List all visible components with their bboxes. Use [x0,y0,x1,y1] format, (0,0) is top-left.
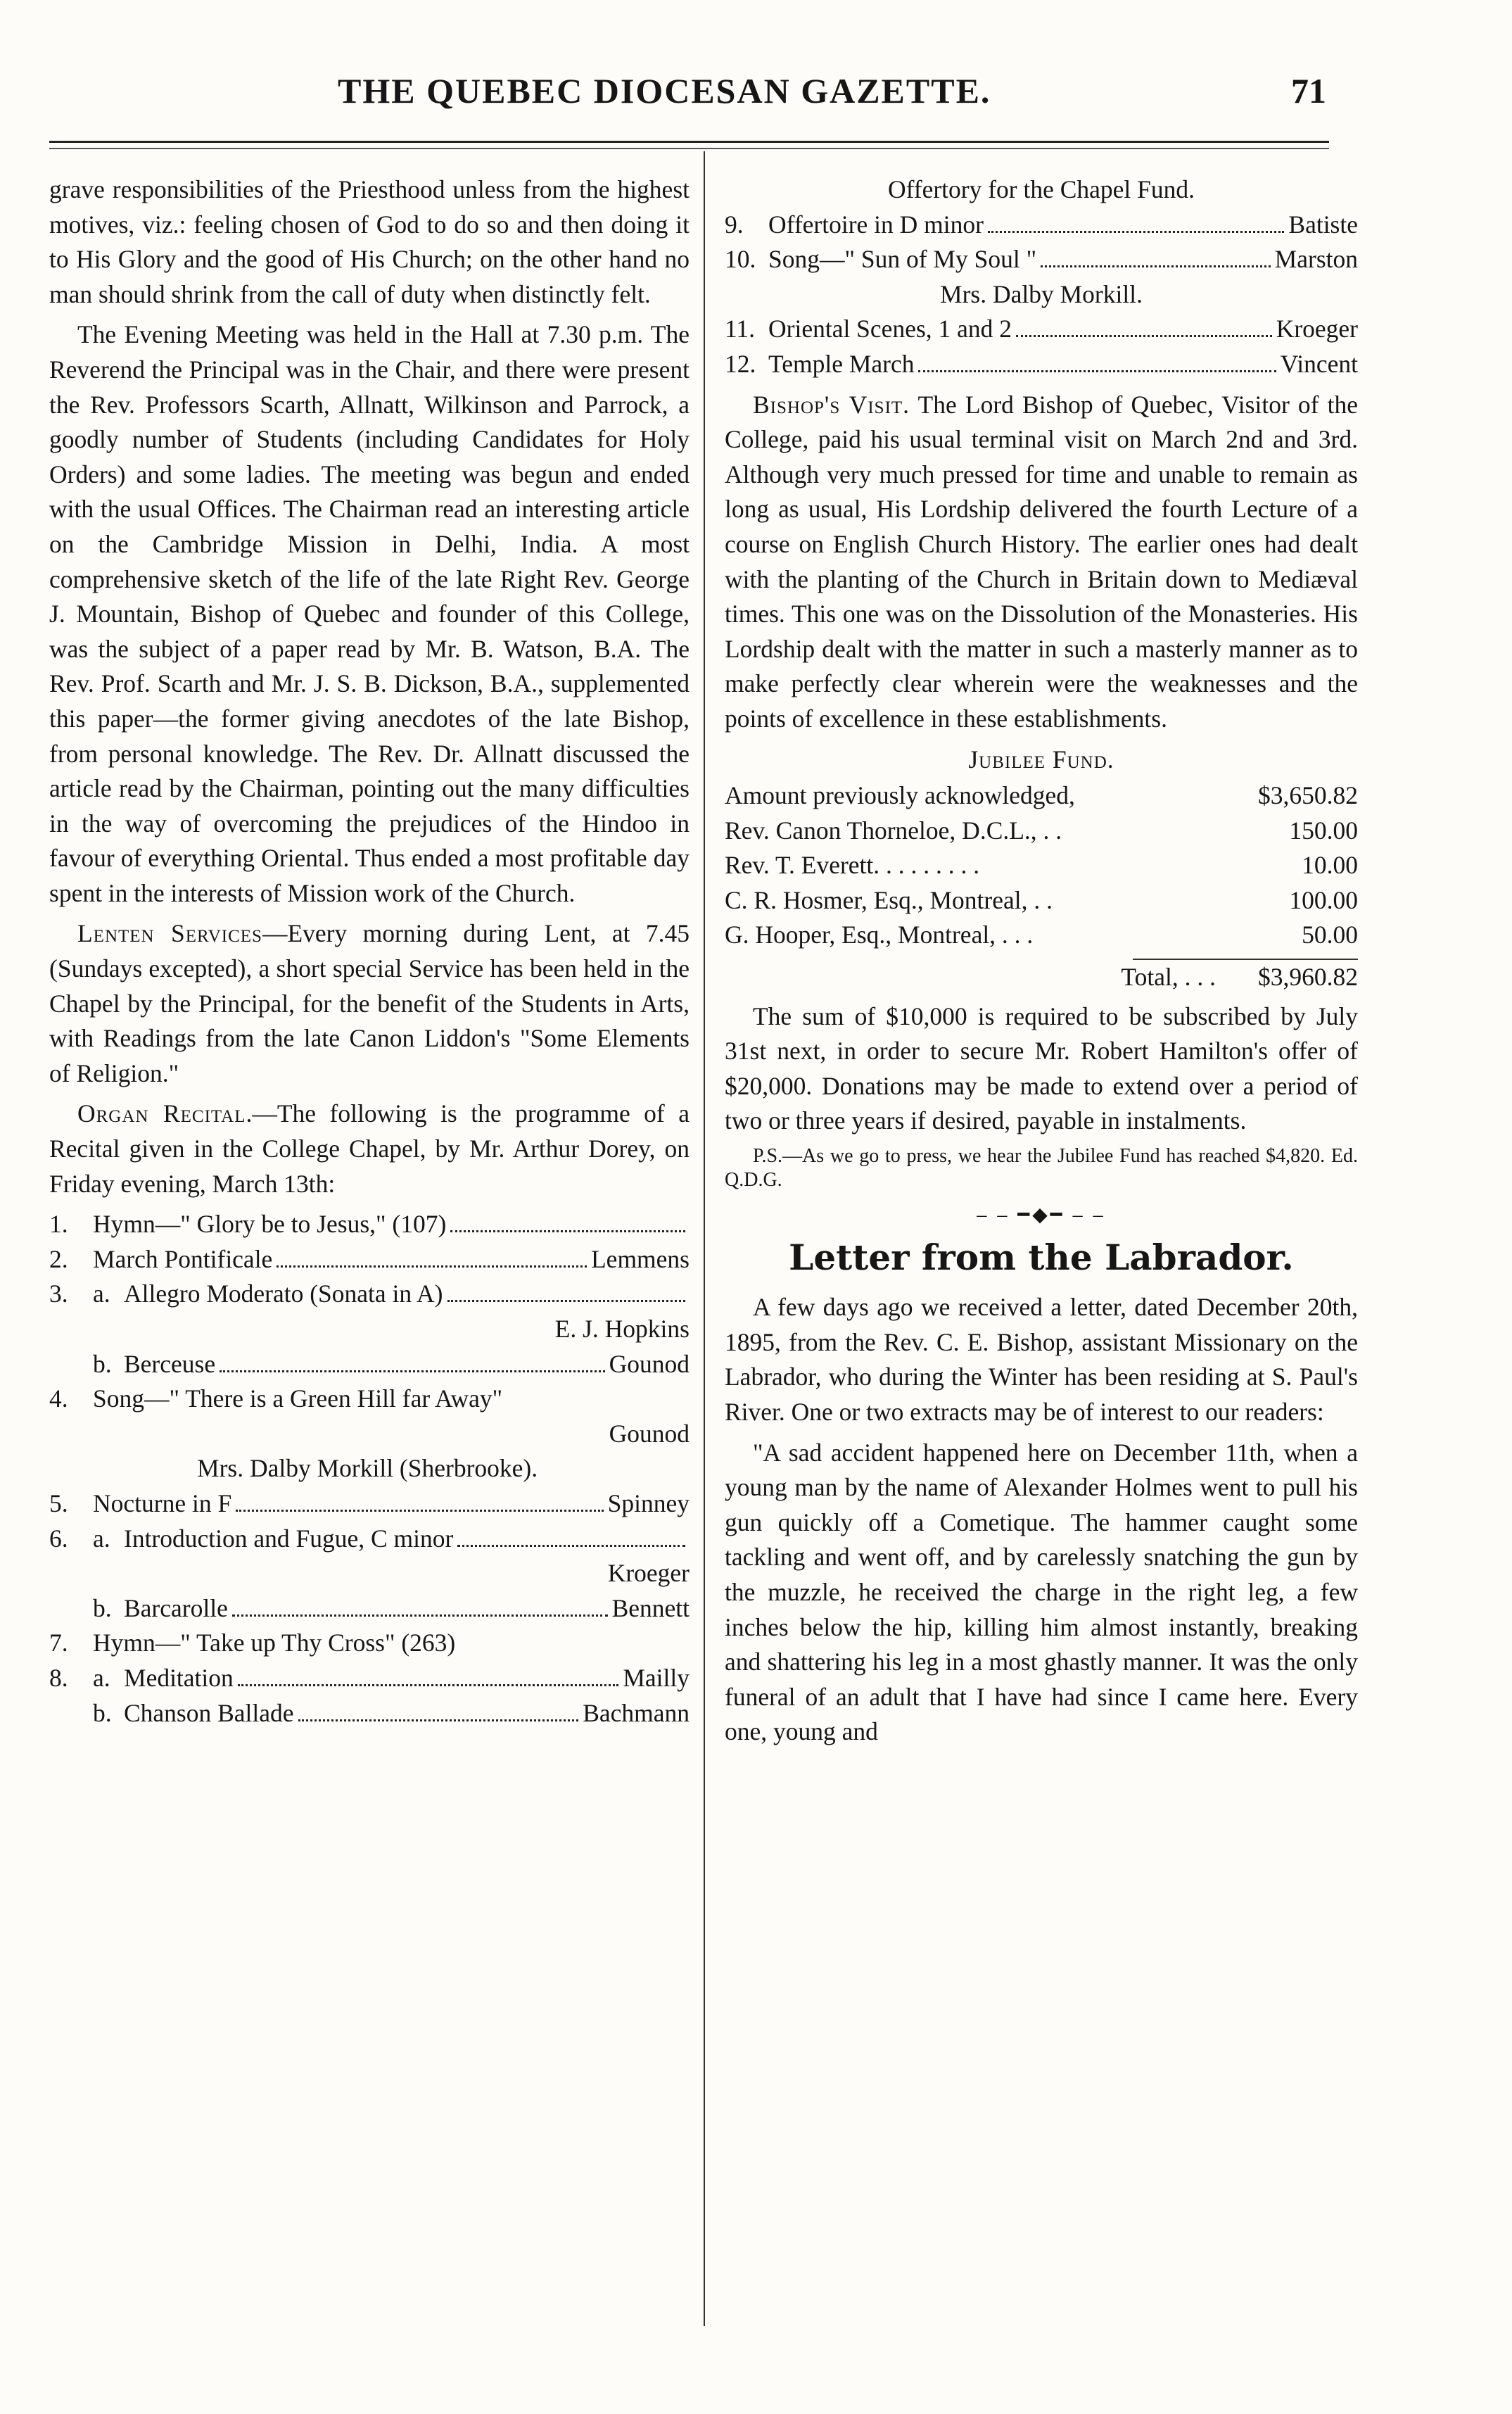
dot-leader [277,1265,587,1268]
dot-leader [988,231,1284,233]
organ-recital-body: .—The following is the programme of a Recital given in the College Chapel, by Mr. Arthur Dorey, on Friday evening, March 13th: [49,1099,690,1198]
dot-leader [298,1719,579,1721]
programme-item [725,312,1358,347]
programme-item [49,1696,690,1731]
item-title: Meditation [124,1663,234,1692]
item-performer: Mrs. Dalby Morkill. [940,279,1143,308]
programme-item [725,242,1358,277]
item-title: Temple March [768,349,915,378]
item-composer: Spinney [607,1489,690,1517]
item-sub-letter: b. [93,1698,112,1727]
fund-row [725,883,1358,918]
letter-heading: Letter from the Labrador. [789,1236,1294,1278]
item-number: 5. [49,1489,68,1517]
dot-leader [232,1614,608,1617]
dot-leader [447,1300,685,1302]
lenten-services-paragraph [49,916,690,1091]
item-title: Oriental Scenes, 1 and 2 [768,315,1012,343]
fund-total-amount: $3,960.82 [1258,963,1358,992]
evening-meeting-paragraph: The Evening Meeting was held in the Hall at 7.30 p.m. The Reverend the Principal was in the Chair, and there were present the Rev. Professors Scarth, Allnatt, Wilkinson and Parrock, a goodly number of Students (including Candidates for Holy Orders) and some ladies. The meeting was begun and ended with the usual Offices. The Chairman read an interesting article on the Cambridge Mission in Delhi, India. A most comprehensive sketch of the life of the late Right Rev. George J. Mountain, Bishop of Quebec and founder of this College, was the subject of a paper read by Mr. B. Watson, B.A. The Rev. Prof. Scarth and Mr. J. S. B. Dickson, B.A., supplemented this paper—the former giving anecdotes of the late Bishop, from personal knowledge. The Rev. Dr. Allnatt discussed the article read by the Chairman, pointing out the many difficulties in the way of overcoming the prejudices of the Hindoo in favour of everything Oriental. Thus ended a most profitable day spent in the interests of Mission work of the Church. [49,320,690,907]
programme-item [49,1347,690,1382]
programme-item [49,1626,690,1661]
dot-leader [457,1545,685,1547]
fund-row [725,848,1358,883]
programme-item [49,1661,690,1696]
programme-item [725,208,1358,243]
programme-item [49,1382,690,1417]
fund-total-label: Total, . . . [1121,963,1216,992]
letter-quote-paragraph: "A sad accident happened here on December 11th, when a young man by the name of Alexander Holmes went to pull his gun quickly off a Cometique. The hammer caught some tackling and went off, and by carelessly snatching the gun by the muzzle, he received the charge in the right leg, a few inches below the hip, killing him almost instantly, breaking and shattering his leg in a most ghastly manner. It was the only funeral of an adult that I have had since I came here. Every one, young and [725,1438,1358,1746]
dot-leader [1041,265,1271,267]
bishops-visit-body: The Lord Bishop of Quebec, Visitor of the College, paid his usual terminal visit on March 2nd and 3rd. Although very much pressed for time and unable to remain as long as usual, His Lordship delivered the fourth Lecture of a course on English Church History. The earlier ones had dealt with the planting of the Church in Britain down to Mediæval times. This one was on the Dissolution of the Monasteries. His Lordship dealt with the matter in such a masterly manner as to make perfectly clear wherein were the weaknesses and the points of excellence in these establishments. [725,390,1358,733]
dot-leader [236,1510,603,1512]
header-rule [49,141,1329,143]
fund-row [725,814,1358,849]
item-number: 1. [49,1210,68,1239]
item-composer: Gounod [609,1419,690,1448]
item-sub-letter: a. [93,1663,110,1692]
programme-item [49,1207,690,1242]
item-title: March Pontificale [93,1244,273,1273]
item-title: Song—" Sun of My Soul " [768,245,1037,274]
jubilee-fund-table [725,742,1358,995]
dot-leader [918,370,1276,372]
fund-row [725,778,1358,814]
item-composer: Kroeger [1276,315,1358,343]
fund-donor: Rev. T. Everett. . . . . . . . . [725,851,980,880]
item-number: 4. [49,1384,68,1413]
fund-donor: Amount previously acknowledged, [725,781,1075,810]
item-number: 8. [49,1663,68,1692]
item-sub-letter: a. [93,1279,110,1308]
masthead-title: THE QUEBEC DIOCESAN GAZETTE. [338,71,991,110]
dot-leader [220,1370,605,1372]
item-number: 7. [49,1629,68,1657]
item-composer: Vincent [1280,349,1358,378]
programme-item [49,1522,690,1557]
right-column [725,172,1358,1755]
fund-amount: 10.00 [1302,851,1358,880]
programme-item [49,1242,690,1277]
programme-item [49,1486,690,1522]
fund-amount: 150.00 [1289,816,1358,845]
organ-recital-paragraph [49,1097,690,1201]
dot-leader [238,1684,619,1686]
fund-donor: C. R. Hosmer, Esq., Montreal, . . [725,885,1053,914]
dot-leader [1016,335,1272,337]
bishops-visit-paragraph [725,388,1358,737]
recital-programme [49,1207,690,1731]
header-rule-secondary [49,148,1329,149]
item-title: Barcarolle [124,1593,228,1622]
item-composer: Marston [1274,245,1358,274]
item-title: Berceuse [124,1349,216,1378]
item-title: Hymn—" Glory be to Jesus," (107) [93,1210,447,1239]
lenten-services-heading: Lenten Services [77,919,262,948]
priesthood-paragraph: grave responsibilities of the Priesthood unless from the highest motives, viz.: feeling chosen of God to do so and then doing it to His Glory and the good of His Church; on the other hand no man should shrink from the call of duty when distinctly felt. [49,175,690,308]
item-performer: Mrs. Dalby Morkill (Sherbrooke). [197,1454,538,1483]
jubilee-fund-title: Jubilee Fund. [968,745,1114,773]
item-composer: Bachmann [583,1698,690,1727]
jubilee-sum-paragraph: The sum of $10,000 is required to be subscribed by July 31st next, in order to secure Mr. Robert Hamilton's offer of $20,000. Donations may be made to extend over a period of two or three years if desired, payable in instalments. [725,1001,1358,1135]
letter-paragraph: A few days ago we received a letter, dated December 20th, 1895, from the Rev. C. E. Bishop, assistant Missionary on the Labrador, who during the Winter has been residing at S. Paul's River. One or two extracts may be of interest to our readers: [725,1293,1358,1426]
divider-ornament: – – ━◆━ – – [977,1204,1106,1227]
programme-item [725,347,1358,382]
lenten-services-body: —Every morning during Lent, at 7.45 (Sundays excepted), a short special Service has been held in the Chapel by the Principal, for the benefit of the Students in Arts, with Readings from the late Canon Liddon's "Some Elements of Religion." [49,919,690,1087]
item-number: 2. [49,1244,68,1273]
item-sub-letter: b. [93,1349,112,1378]
item-title: Nocturne in F [93,1489,232,1517]
item-number: 3. [49,1279,68,1308]
item-sub-letter: b. [93,1593,112,1622]
item-number: 9. [725,210,744,239]
fund-donor: Rev. Canon Thorneloe, D.C.L., . . [725,816,1062,845]
organ-recital-heading: Organ Recital [77,1099,246,1128]
item-title: Introduction and Fugue, C minor [124,1524,454,1553]
item-composer: Batiste [1288,210,1358,239]
item-title: Song—" There is a Green Hill far Away" [93,1384,503,1413]
item-composer: Bennett [611,1593,690,1622]
item-composer: Kroeger [607,1559,690,1588]
left-column [49,172,690,1731]
item-composer: E. J. Hopkins [554,1315,690,1343]
programme-item [49,1277,690,1312]
page-header [0,70,1512,127]
item-composer: Lemmens [591,1244,690,1273]
fund-row [725,918,1358,953]
item-number: 6. [49,1524,68,1553]
offertory-title: Offertory for the Chapel Fund. [887,175,1195,203]
fund-amount: $3,650.82 [1258,781,1358,810]
bishops-visit-heading: Bishop's Visit. [753,390,910,419]
fund-donor: G. Hooper, Esq., Montreal, . . . [725,921,1034,949]
fund-total-row [725,960,1358,995]
postscript: P.S.—As we go to press, we hear the Jubilee Fund has reached $4,820. Ed. Q.D.G. [725,1145,1358,1192]
item-title: Allegro Moderato (Sonata in A) [124,1279,443,1308]
dot-leader [450,1230,685,1232]
fund-amount: 50.00 [1302,921,1358,949]
fund-amount: 100.00 [1289,885,1358,914]
item-title: Hymn—" Take up Thy Cross" (263) [93,1629,456,1657]
item-composer: Gounod [609,1349,690,1378]
page-number: 71 [1291,71,1326,110]
item-number: 12. [725,349,756,378]
item-composer: Mailly [623,1663,690,1692]
item-number: 10. [725,245,756,274]
column-divider [704,151,705,2326]
item-sub-letter: a. [93,1524,110,1553]
programme-item [49,1591,690,1626]
item-title: Offertoire in D minor [768,210,984,239]
item-title: Chanson Ballade [124,1698,294,1727]
item-number: 11. [725,315,756,343]
